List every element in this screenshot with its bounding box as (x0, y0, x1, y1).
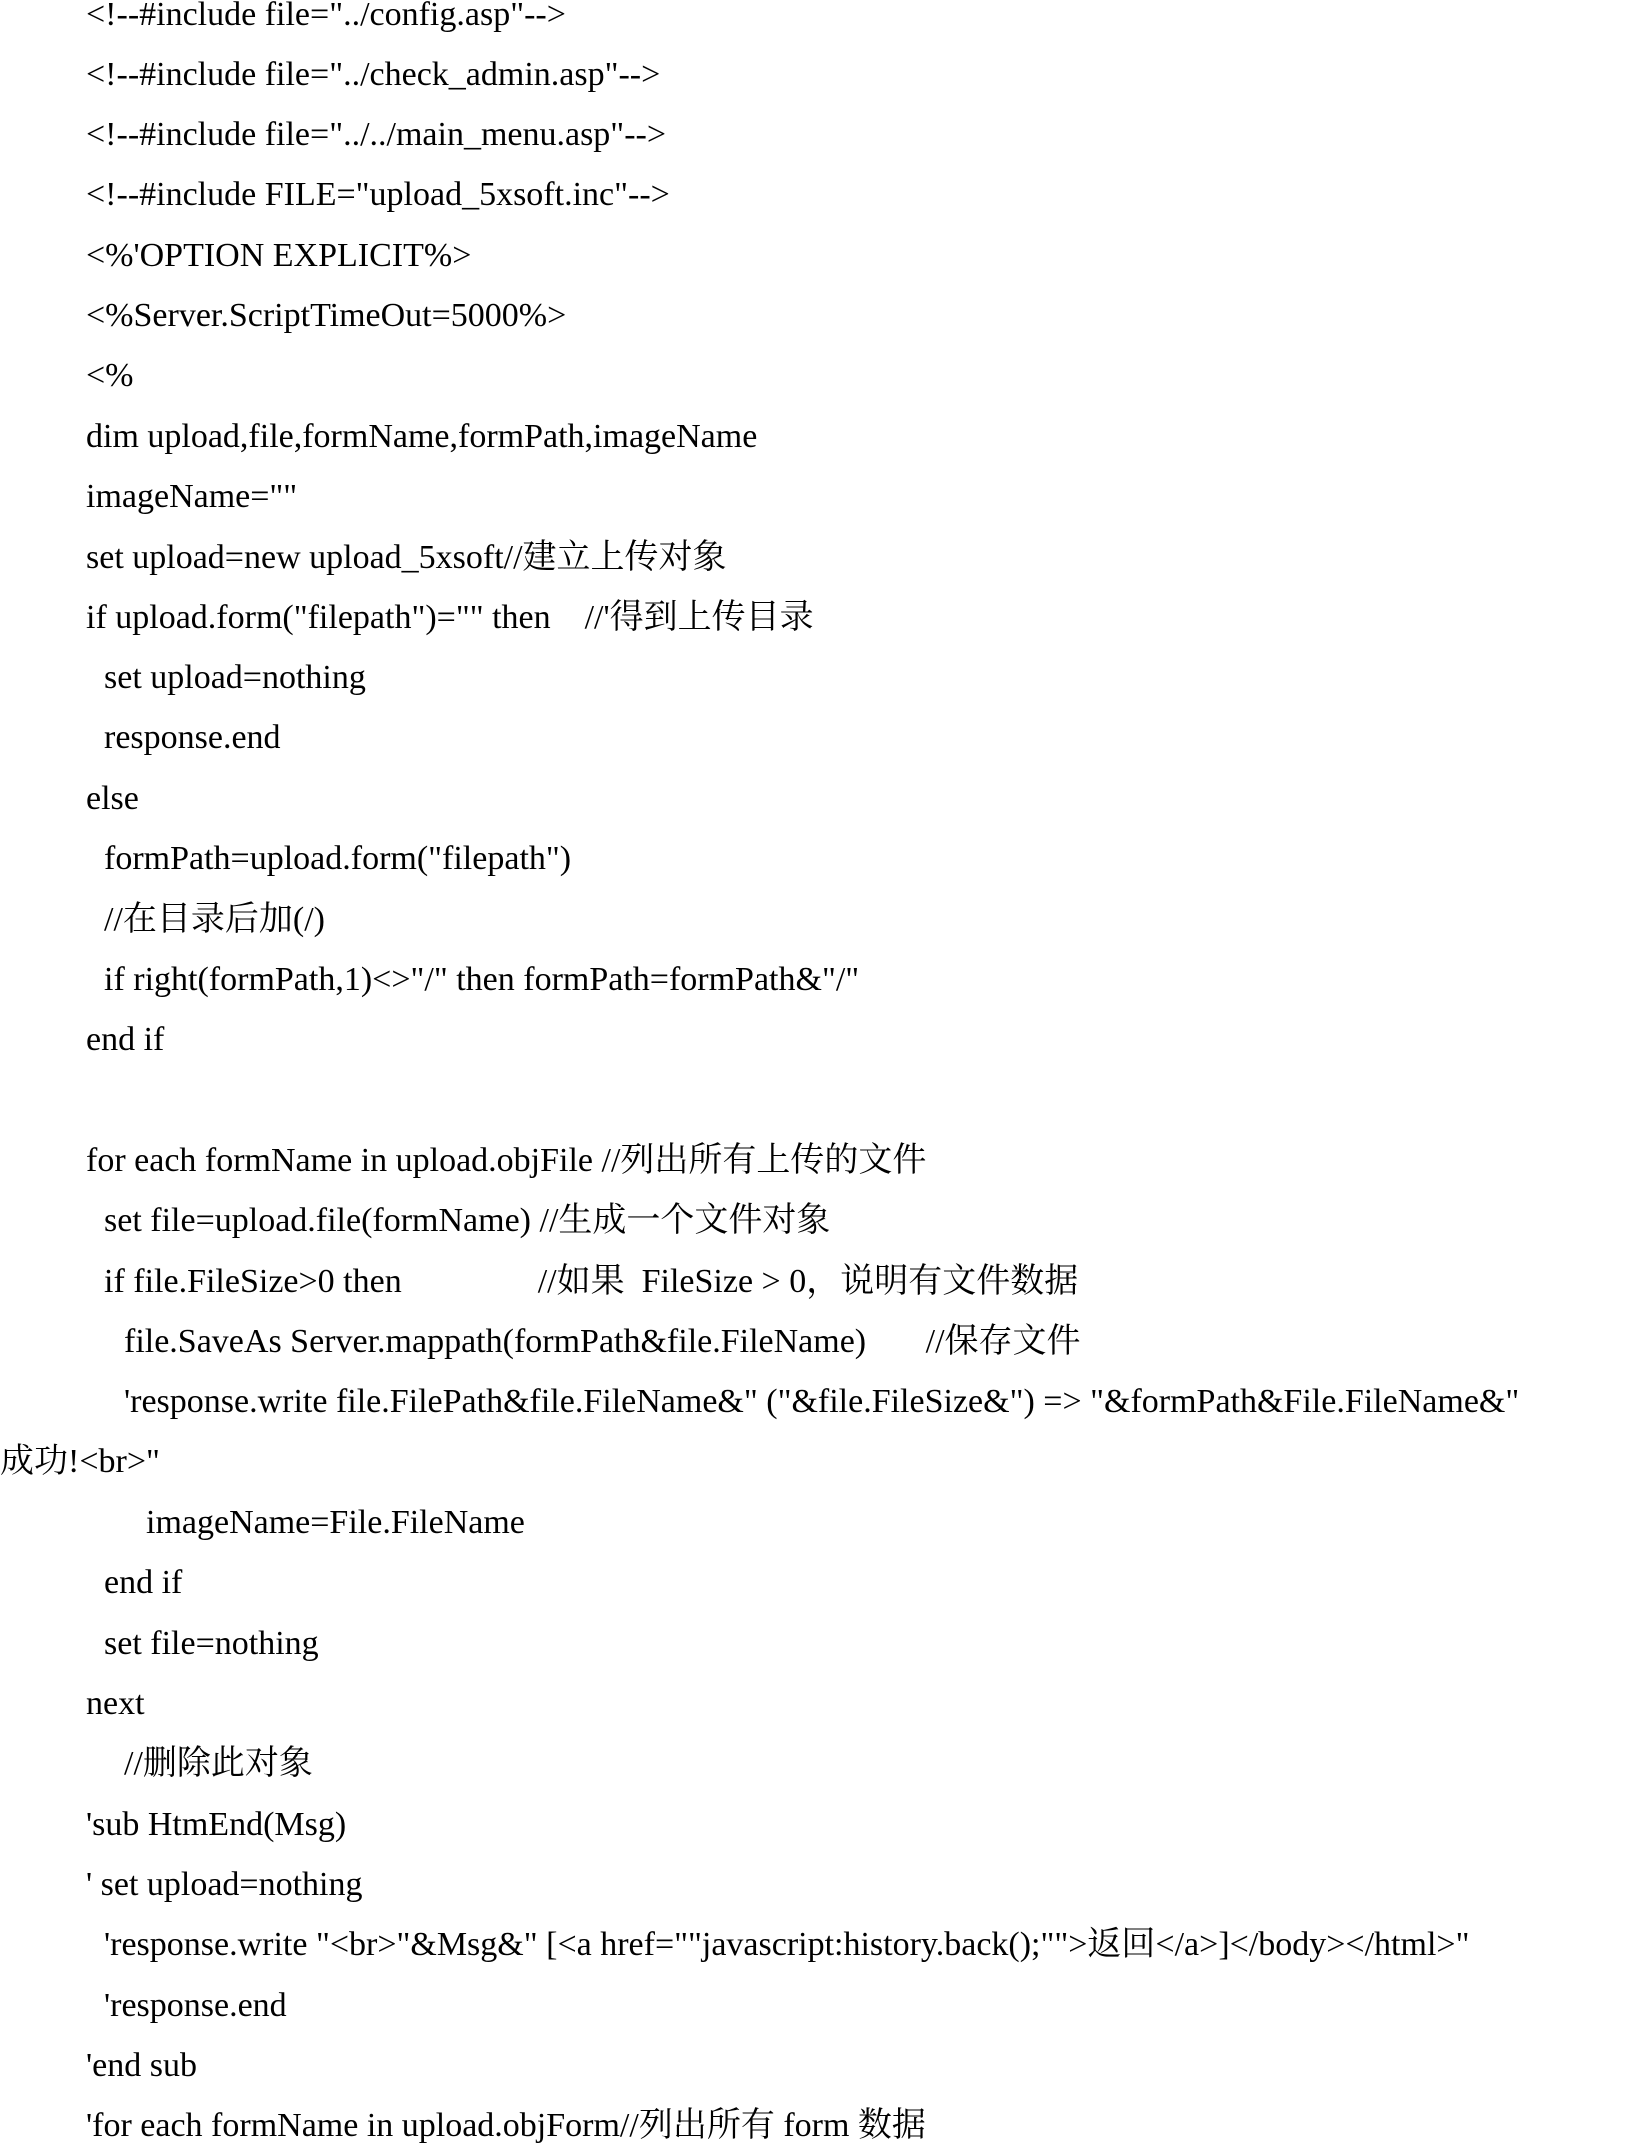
code-line-34: 'response.end (104, 1987, 287, 2024)
code-line-28: set file=nothing (104, 1625, 319, 1662)
code-line-3: <!--#include file="../../main_menu.asp"--> (86, 116, 667, 153)
code-line-17: if right(formPath,1)<>"/" then formPath=formPath&"/" (104, 961, 860, 998)
code-line-20: for each formName in upload.objFile //列出所有上传的文件 (86, 1142, 927, 1179)
code-line-1: <!--#include file="../config.asp"--> (86, 0, 566, 33)
code-line-10: set upload=new upload_5xsoft//建立上传对象 (86, 539, 727, 576)
code-line-13: response.end (104, 719, 281, 756)
code-line-2: <!--#include file="../check_admin.asp"--> (86, 56, 661, 93)
code-line-5: <%'OPTION EXPLICIT%> (86, 237, 472, 274)
code-line-32: ' set upload=nothing (86, 1866, 363, 1903)
code-line-11: if upload.form("filepath")="" then //'得到上传目录 (86, 599, 814, 636)
code-line-35: 'end sub (86, 2047, 197, 2084)
code-line-30: //删除此对象 (124, 1745, 313, 1782)
code-line-8: dim upload,file,formName,formPath,imageName (86, 418, 758, 455)
code-line-22: if file.FileSize>0 then //如果 FileSize > 0，说明有文件数据 (104, 1263, 1079, 1300)
code-line-36: 'for each formName in upload.objForm//列出所有 form 数据 (86, 2107, 926, 2144)
code-line-14: else (86, 780, 139, 817)
code-line-21: set file=upload.file(formName) //生成一个文件对象 (104, 1202, 831, 1239)
code-line-6: <%Server.ScriptTimeOut=5000%> (86, 297, 567, 334)
code-line-29: next (86, 1685, 145, 1722)
code-line-24: 'response.write file.FilePath&file.FileName&" ("&file.FileSize&") => "&formPath&File.FileName&" (124, 1383, 1520, 1420)
code-line-9: imageName="" (86, 478, 298, 515)
code-line-31: 'sub HtmEnd(Msg) (86, 1806, 347, 1843)
code-line-18: end if (86, 1021, 165, 1058)
code-line-15: formPath=upload.form("filepath") (104, 840, 572, 877)
code-line-12: set upload=nothing (104, 659, 366, 696)
code-line-7: <% (86, 357, 134, 394)
code-line-26: imageName=File.FileName (146, 1504, 525, 1541)
code-line-27: end if (104, 1564, 183, 1601)
code-line-4: <!--#include FILE="upload_5xsoft.inc"--> (86, 176, 670, 213)
code-line-33: 'response.write "<br>"&Msg&" [<a href=""javascript:history.back();"">返回</a>]</body></html>" (104, 1926, 1470, 1963)
code-line-25: 成功!<br>" (0, 1443, 160, 1480)
code-line-23: file.SaveAs Server.mappath(formPath&file.FileName) //保存文件 (124, 1323, 1081, 1360)
code-line-16: //在目录后加(/) (104, 901, 325, 938)
